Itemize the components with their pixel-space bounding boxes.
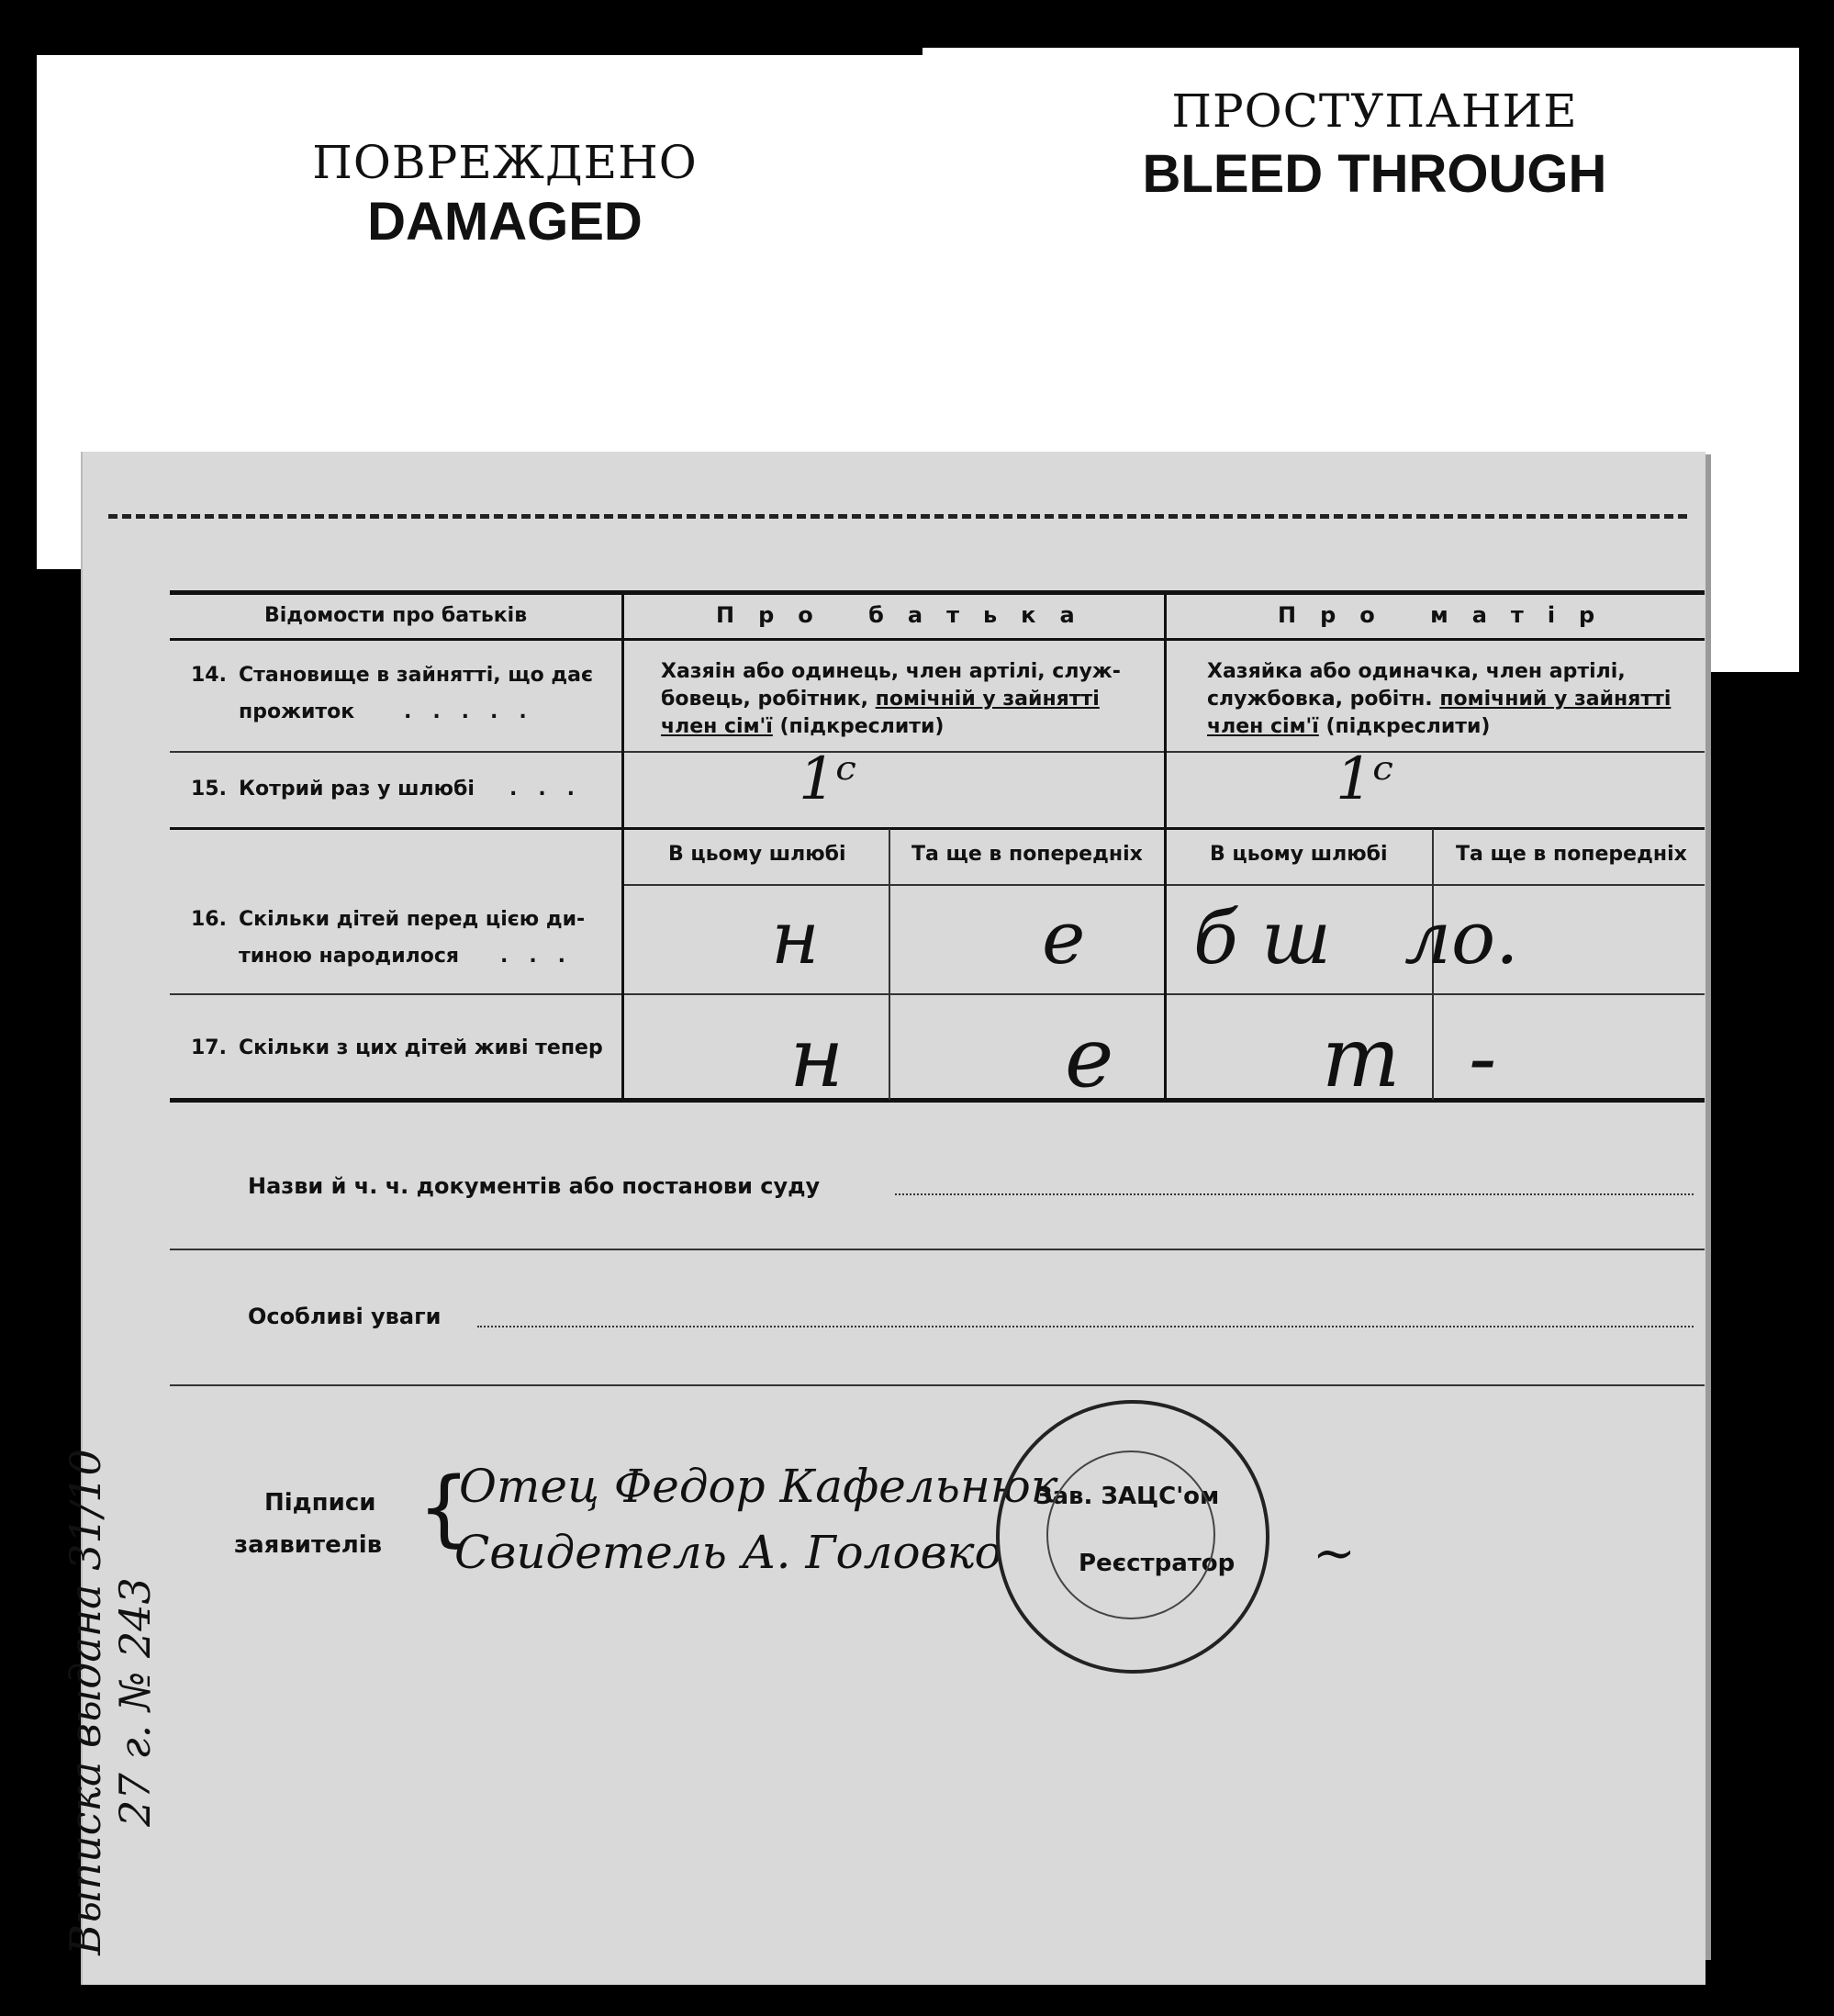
registrar-signature: ~: [1313, 1524, 1356, 1584]
documents-rule: [170, 1249, 1705, 1250]
bleed-label-ru: ПРОСТУПАНИЕ: [1171, 84, 1578, 138]
mother-occ-line2b: помічний у зайнятті: [1439, 688, 1672, 711]
damaged-label-ru: ПОВРЕЖДЕНО: [312, 136, 698, 189]
row17-hw-1: н: [789, 1010, 844, 1106]
row16-hw-3: б ш: [1193, 895, 1332, 980]
subheader-previous-mother: Та ще в попередніх: [1456, 843, 1687, 866]
row14-father-text: [661, 658, 1121, 741]
notes-rule: [170, 1384, 1705, 1386]
signatures-label-2: заявителів: [234, 1531, 383, 1559]
notes-dotted-line: [477, 1326, 1694, 1327]
row14-leader: . . . . .: [404, 700, 527, 723]
table-header-rule: [170, 638, 1705, 641]
row15-mother-value: 1ᶜ: [1336, 745, 1394, 813]
official-stamp-inner-ring: [1046, 1450, 1215, 1619]
notes-label: Особливі уваги: [248, 1304, 442, 1329]
row14-number: 14.: [191, 664, 227, 687]
row16-hw-1: н: [771, 895, 820, 980]
subheader-previous-father: Та ще в попередніх: [911, 843, 1143, 866]
signature-2: Свидетель А. Головко: [454, 1526, 1002, 1579]
subheader-this-marriage-father: В цьому шлюбі: [668, 843, 846, 866]
head-label: Зав. ЗАЦС'ом: [1035, 1483, 1220, 1510]
bleed-label-en: BLEED THROUGH: [1142, 144, 1607, 204]
header-parents-info: Відомости про батьків: [264, 604, 528, 627]
col-divider-1: [621, 593, 624, 1101]
signatures-brace: {: [418, 1460, 471, 1556]
row16-hw-2: е: [1042, 895, 1086, 980]
father-occ-line1: Хазяін або одинець, член артілі, служ-: [661, 660, 1121, 683]
mother-occ-line2a: службовка, робітн.: [1207, 688, 1440, 711]
signature-1: Отец Федор Кафельнюк: [459, 1460, 1058, 1513]
row16-label-1: Скільки дітей перед цією ди-: [239, 908, 586, 931]
row14-label-2: прожиток: [239, 700, 355, 723]
row17-hw-4: -: [1469, 1010, 1497, 1106]
row15-rule: [170, 827, 1705, 830]
father-occ-line2a: бовець, робітник,: [661, 688, 876, 711]
header-father: Про батька: [716, 602, 1099, 628]
row14-label-1: Становище в зайнятті, що дає: [239, 664, 594, 687]
documents-dotted-line: [895, 1193, 1694, 1195]
row16-label-2: тиною народилося: [239, 945, 460, 968]
registrar-label: Реєстратор: [1079, 1550, 1236, 1577]
col-divider-2: [1164, 593, 1167, 1101]
row17-hw-3: т: [1322, 1010, 1401, 1106]
row15-leader: . . .: [509, 778, 576, 801]
father-occ-line3a: член сім'ї: [661, 715, 773, 738]
mother-occ-line3b: (підкреслити): [1318, 715, 1491, 738]
signatures-label-1: Підписи: [264, 1489, 376, 1517]
father-occ-line3b: (підкреслити): [772, 715, 945, 738]
row15-number: 15.: [191, 778, 227, 801]
subcol-divider-father: [889, 829, 890, 1100]
mother-occ-line1: Хазяйка або одиначка, член артілі,: [1207, 660, 1626, 683]
documents-label: Назви й ч. ч. документів або постанови суду: [248, 1173, 821, 1199]
subheader-this-marriage-mother: В цьому шлюбі: [1210, 843, 1388, 866]
header-mother: Про матір: [1278, 602, 1619, 628]
row16-hw-4: ло.: [1404, 895, 1519, 980]
row14-mother-text: [1207, 658, 1671, 741]
row16-leader: . . .: [500, 945, 566, 968]
table-top-rule: [170, 590, 1705, 595]
damaged-label-en: DAMAGED: [367, 192, 643, 252]
row17-label: Скільки з цих дітей живі тепер: [239, 1036, 603, 1059]
row16-number: 16.: [191, 908, 227, 931]
row16-rule: [170, 993, 1705, 995]
row15-label: Котрий раз у шлюбі: [239, 778, 475, 801]
perforation-line: [108, 514, 1687, 519]
side-note: Выписка выдана 31/10 27 г. № 243: [61, 1449, 160, 1955]
row14-rule: [170, 751, 1705, 753]
row17-number: 17.: [191, 1036, 227, 1059]
row15-father-value: 1ᶜ: [799, 745, 857, 813]
mother-occ-line3a: член сім'ї: [1207, 715, 1319, 738]
row17-hw-2: е: [1065, 1010, 1114, 1106]
father-occ-line2b: помічній у зайнятті: [875, 688, 1100, 711]
